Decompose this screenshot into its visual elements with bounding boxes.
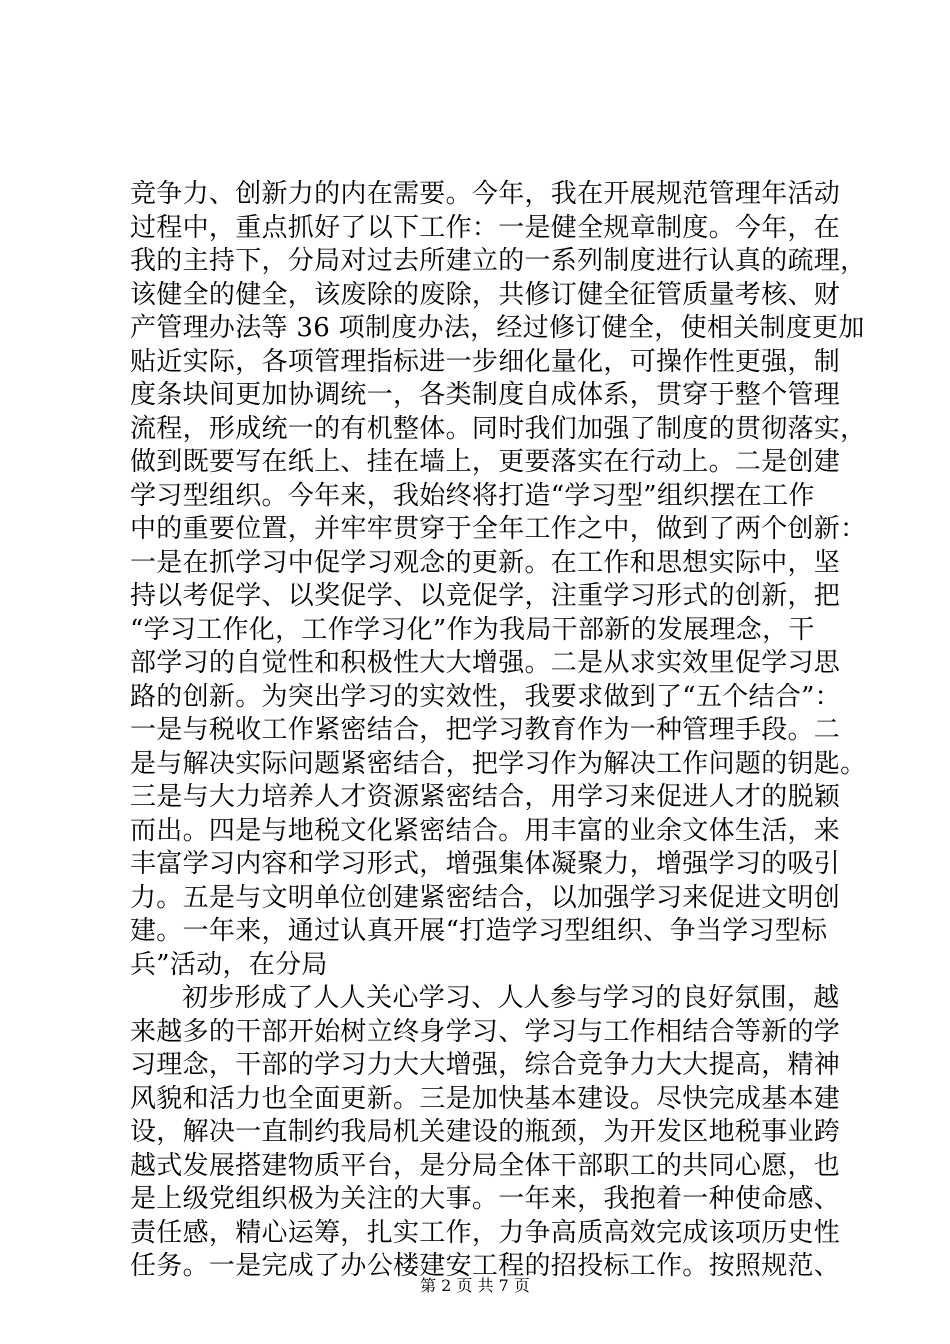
text-line: “学习工作化，工作学习化”作为我局干部新的发展理念，干	[130, 614, 815, 645]
text-line: 责任感，精心运筹，扎实工作，力争高质高效完成该项历史性	[130, 1217, 841, 1248]
text-line: 中的重要位置，并牢牢贯穿于全年工作之中，做到了两个创新：	[130, 514, 867, 544]
text-line: 过程中，重点抓好了以下工作：一是健全规章制度。今年，在	[130, 212, 841, 243]
text-line: 是与解决实际问题紧密结合，把学习作为解决工作问题的钥匙。	[130, 748, 867, 779]
text-line: 习理念，干部的学习力大大增强，综合竞争力大大提高，精神	[130, 1050, 841, 1080]
text-line: 而出。四是与地税文化紧密结合。用丰富的业余文体生活，来	[130, 815, 841, 846]
text-line: 任务。一是完成了办公楼建安工程的招投标工作。按照规范、	[130, 1251, 841, 1281]
page-footer: 第 2 页 共 7 页	[420, 1276, 530, 1295]
text-line: 设，解决一直制约我局机关建设的瓶颈，为开发区地税事业跨	[130, 1117, 841, 1147]
text-line: 是上级党组织极为关注的大事。一年来，我抱着一种使命感、	[130, 1184, 841, 1214]
text-line: 丰富学习内容和学习形式，增强集体凝聚力，增强学习的吸引	[130, 849, 841, 879]
text-line: 做到既要写在纸上、挂在墙上，更要落实在行动上。二是创建	[130, 447, 841, 477]
text-line: 一是在抓学习中促学习观念的更新。在工作和思想实际中，坚	[130, 547, 841, 578]
text-line: 一是与税收工作紧密结合，把学习教育作为一种管理手段。二	[130, 715, 841, 745]
text-line: 竞争力、创新力的内在需要。今年，我在开展规范管理年活动	[130, 179, 841, 209]
text-line: 产管理办法等 36 项制度办法，经过修订健全，使相关制度更加	[130, 313, 865, 343]
text-line: 持以考促学、以奖促学、以竞促学，注重学习形式的创新，把	[130, 581, 841, 611]
text-line: 兵”活动，在分局	[130, 949, 328, 980]
text-line: 越式发展搭建物质平台，是分局全体干部职工的共同心愿，也	[130, 1150, 841, 1181]
text-line: 该健全的健全，该废除的废除，共修订健全征管质量考核、财	[130, 279, 841, 310]
text-line: 部学习的自觉性和积极性大大增强。二是从求实效里促学习思	[130, 648, 841, 678]
text-line: 三是与大力培养人才资源紧密结合，用学习来促进人才的脱颖	[130, 782, 841, 812]
text-line: 风貌和活力也全面更新。三是加快基本建设。尽快完成基本建	[130, 1083, 841, 1114]
text-line: 度条块间更加协调统一，各类制度自成体系，贯穿于整个管理	[130, 380, 841, 410]
text-line: 流程，形成统一的有机整体。同时我们加强了制度的贯彻落实，	[130, 413, 867, 444]
text-line: 力。五是与文明单位创建紧密结合，以加强学习来促进文明创	[130, 882, 841, 913]
text-line: 学习型组织。今年来，我始终将打造“学习型”组织摆在工作	[130, 480, 815, 511]
body-text	[130, 178, 867, 1284]
paragraph	[130, 178, 867, 982]
text-line: 建。一年来，通过认真开展“打造学习型组织、争当学习型标	[130, 916, 828, 946]
text-line: 我的主持下，分局对过去所建立的一系列制度进行认真的疏理，	[130, 246, 867, 276]
text-line: 初步形成了人人关心学习、人人参与学习的良好氛围，越	[182, 983, 840, 1013]
text-line: 贴近实际，各项管理指标进一步细化量化，可操作性更强，制	[130, 346, 841, 377]
paragraph	[130, 982, 841, 1284]
text-line: 路的创新。为突出学习的实效性，我要求做到了“五个结合”：	[130, 681, 841, 712]
text-line: 来越多的干部开始树立终身学习、学习与工作相结合等新的学	[130, 1016, 841, 1047]
